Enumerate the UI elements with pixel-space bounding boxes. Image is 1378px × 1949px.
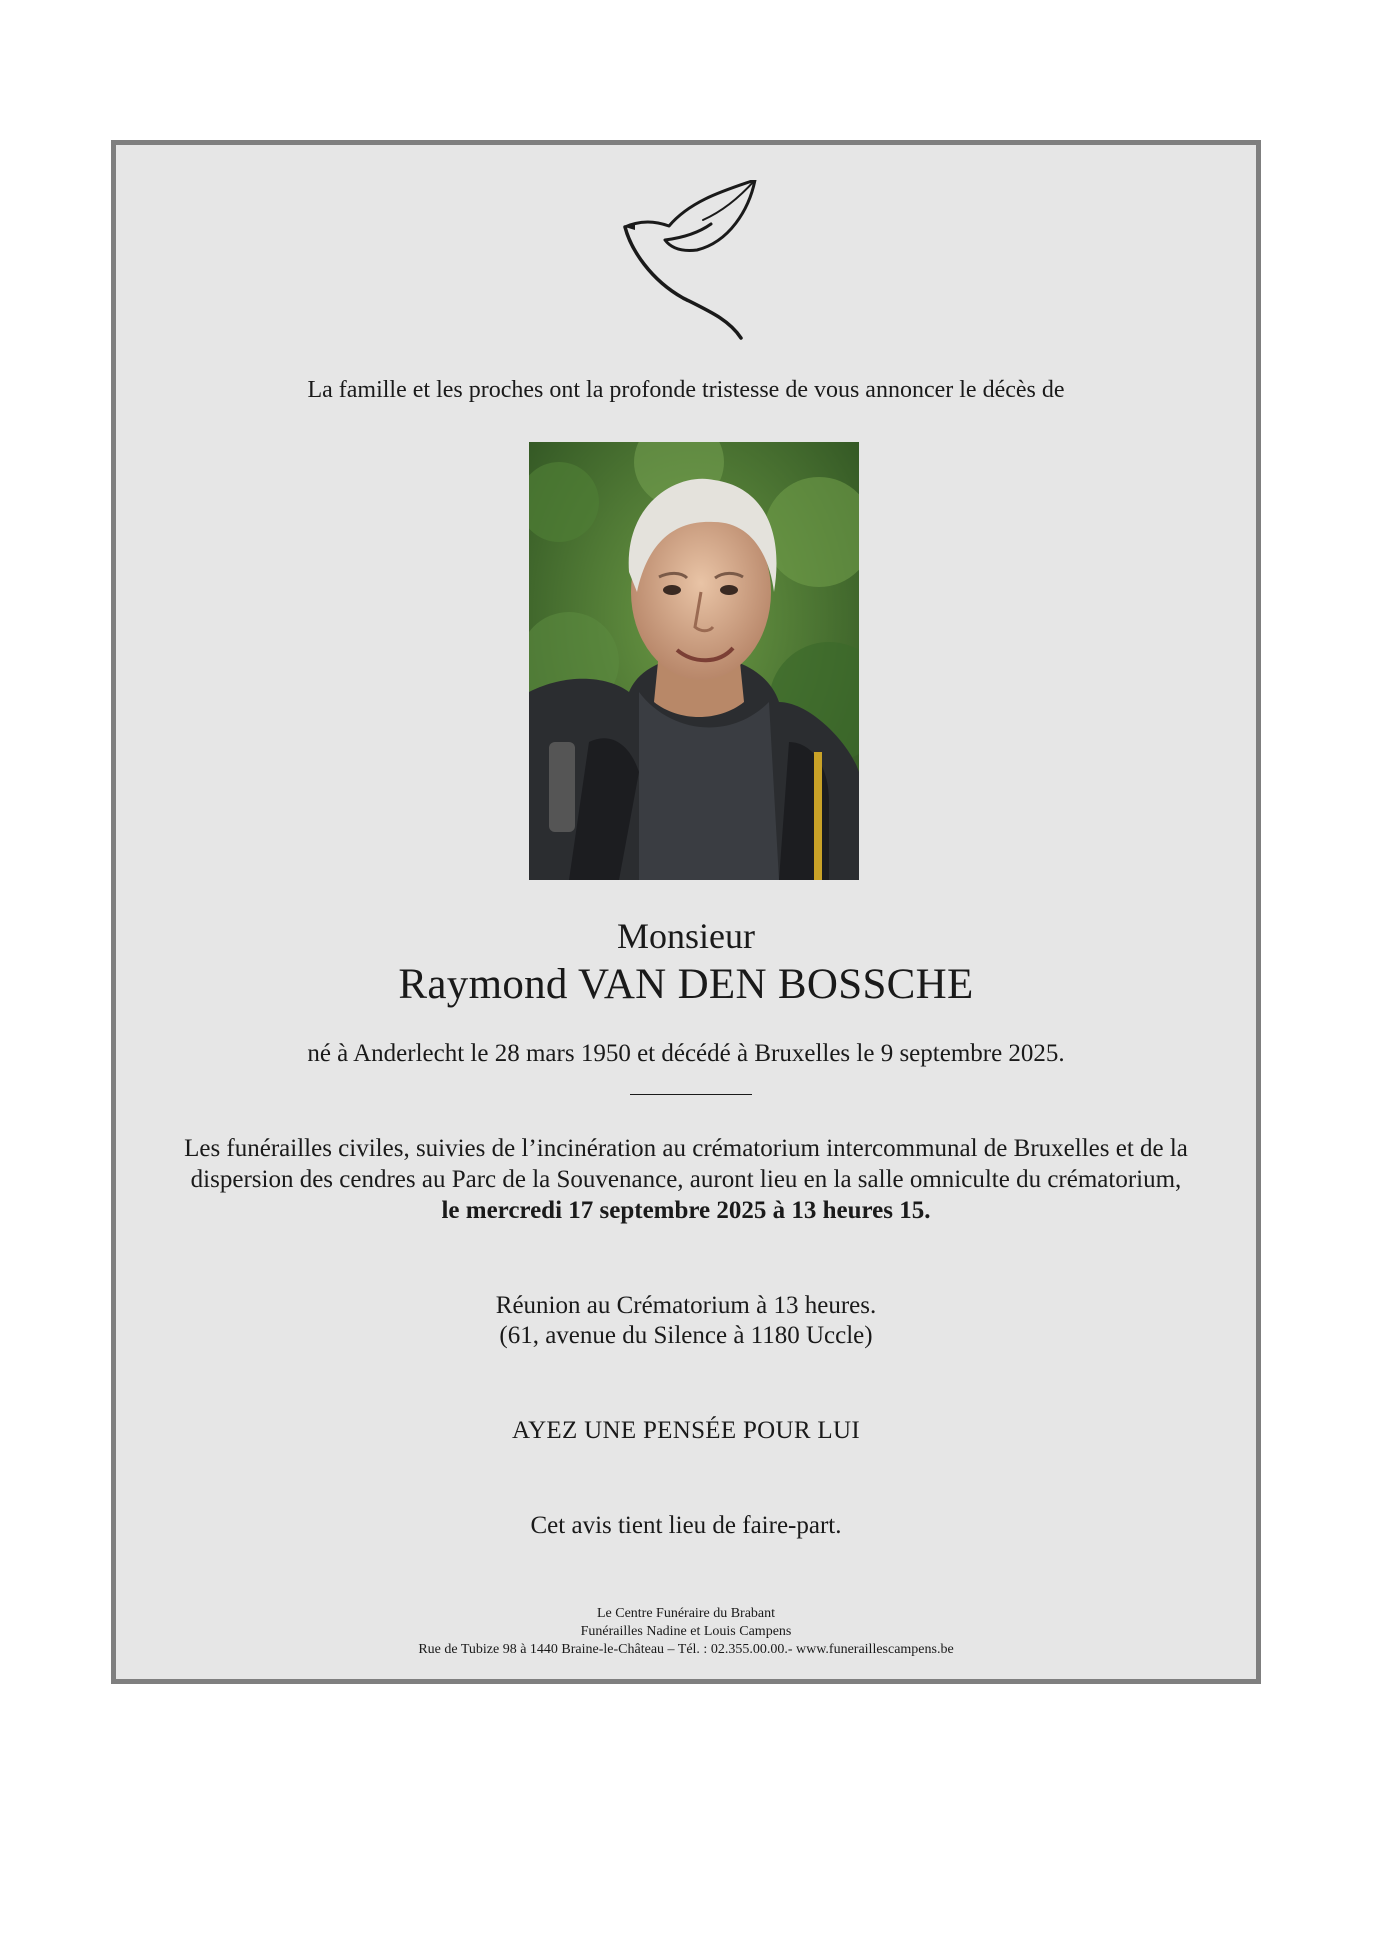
- intro-text: La famille et les proches ont la profonde tristesse de vous annoncer le décès de: [307, 377, 1065, 403]
- divider: [630, 1094, 752, 1095]
- funeral-home-footer: [116, 1605, 1256, 1659]
- meeting-address: (61, avenue du Silence à 1180 Uccle): [499, 1322, 873, 1349]
- funeral-home-name: Le Centre Funéraire du Brabant: [596, 1606, 776, 1621]
- tribute-text: AYEZ UNE PENSÉE POUR LUI: [512, 1417, 860, 1444]
- honorific: Monsieur: [617, 916, 755, 956]
- funeral-line: dispersion des cendres au Parc de la Souvenance, auront lieu en la salle omniculte du crématorium,: [190, 1166, 1182, 1193]
- funeral-details: [146, 1133, 1226, 1226]
- portrait-photo: [529, 442, 859, 880]
- meeting-info: Réunion au Crématorium à 13 heures.: [495, 1292, 877, 1319]
- funeral-home-contact: Rue de Tubize 98 à 1440 Braine-le-Château – Tél. : 02.355.00.00.- www.funeraillescampens.be: [418, 1642, 954, 1657]
- notice-frame: [111, 140, 1261, 1684]
- birth-death-dates: né à Anderlecht le 28 mars 1950 et décédé à Bruxelles le 9 septembre 2025.: [307, 1040, 1065, 1067]
- funeral-date: le mercredi 17 septembre 2025 à 13 heures 15.: [441, 1197, 931, 1224]
- funeral-line: Les funérailles civiles, suivies de l’incinération au crématorium intercommunal de Bruxelles et de la: [184, 1135, 1188, 1162]
- funeral-home-subtitle: Funérailles Nadine et Louis Campens: [580, 1624, 792, 1639]
- deceased-name: Raymond VAN DEN BOSSCHE: [398, 961, 974, 1008]
- notice-text: Cet avis tient lieu de faire-part.: [530, 1512, 842, 1539]
- dove-icon: [621, 180, 761, 340]
